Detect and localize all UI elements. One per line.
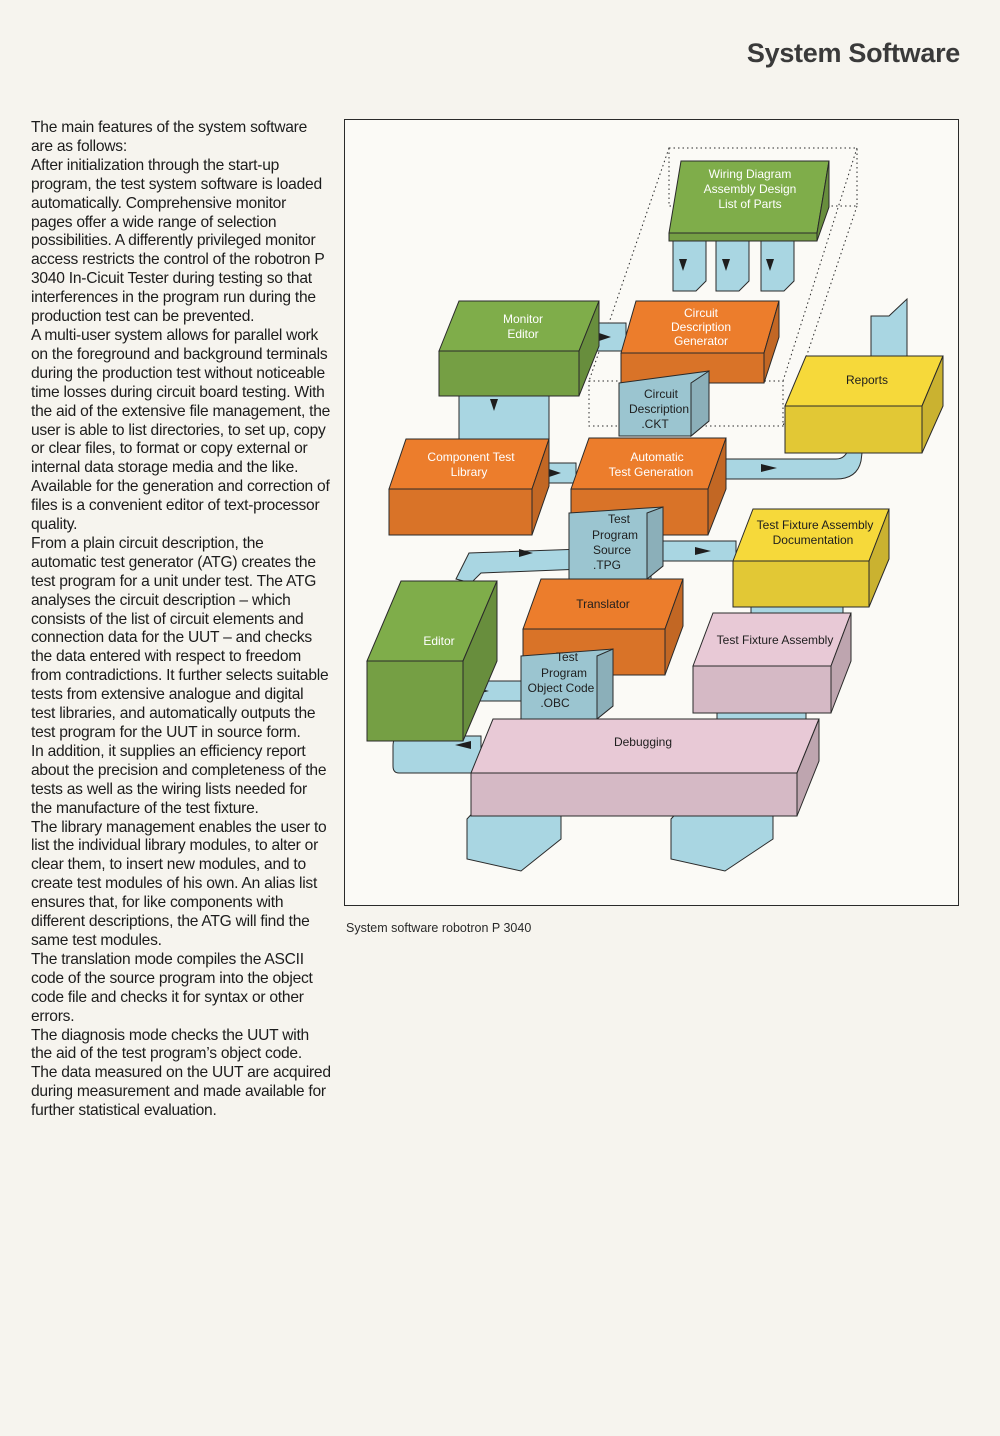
- box-label: Program: [540, 666, 588, 680]
- box-label: .TPG: [592, 558, 622, 572]
- box-label: Test Fixture Assembly: [716, 633, 834, 647]
- box-label: Description: [628, 402, 690, 416]
- box-label: Component Test: [427, 450, 515, 464]
- system-software-diagram: [344, 119, 959, 906]
- body-text: [31, 119, 331, 1121]
- box-label: Reports: [845, 373, 889, 387]
- box-label: Test Generation: [608, 465, 694, 479]
- box-label: Generator: [673, 334, 729, 348]
- box-component-test-library: [389, 439, 549, 535]
- box-label: Wiring Diagram: [708, 167, 792, 181]
- box-test-fixture-assembly: [693, 613, 851, 713]
- paragraph: The library management enables the user to list the individual library modules, to alter or clear them, to insert new modules, and to create test modules of his own. An alias list ensures that, for like components with different descriptions, the ATG will find the same test modules.: [31, 818, 327, 949]
- paragraph: A multi-user system allows for parallel work on the foreground and background terminals during the production test without noticeable time losses during circuit board testing. With the aid of the extensive file management, the user is able to list directories, to set up, copy or clear files, to format or copy external or internal data storage media and the like.: [31, 326, 331, 477]
- box-label: Assembly Design: [703, 182, 797, 196]
- box-reports: [785, 356, 943, 453]
- box-test-fixture-assembly-documentation: [733, 509, 889, 607]
- box-label: .OBC: [540, 696, 570, 710]
- box-label: Documentation: [772, 533, 854, 547]
- paragraph: After initialization through the start-up program, the test system software is loaded automatically. Comprehensive monitor pages offer a wide range of selection possibilities. A differently privileged monitor access restricts the control of the robotron P 3040 In-Cicuit Tester during testing so that interferences in the program run during the production test can be prevented.: [31, 156, 325, 326]
- box-label: Test: [555, 650, 579, 664]
- box-label: Library: [450, 465, 488, 479]
- box-label: Monitor: [502, 312, 544, 326]
- box-label: Object Code: [527, 681, 595, 695]
- paragraph: In addition, it supplies an efficiency report about the precision and completeness of the tests as well as the wiring lists needed for the manufacture of the test fixture.: [31, 742, 327, 817]
- box-test-program-source: [569, 507, 663, 579]
- paragraph: The data measured on the UUT are acquired during measurement and made available for further statistical evaluation.: [31, 1064, 331, 1120]
- box-circuit-description-ckt: [619, 371, 709, 436]
- box-debugging: [471, 719, 819, 816]
- box-label: Automatic: [630, 450, 684, 464]
- box-label: Test: [607, 512, 631, 526]
- paragraph: Available for the generation and correction of files is a convenient editor of text-processor quality.: [31, 478, 330, 534]
- box-editor: [367, 581, 497, 741]
- box-label: .CKT: [641, 417, 669, 431]
- box-label: Editor: [507, 327, 539, 341]
- paragraph: The main features of the system software are as follows:: [31, 119, 308, 155]
- box-circuit-description-generator: [621, 301, 779, 383]
- box-label: Circuit: [643, 387, 679, 401]
- box-label: List of Parts: [718, 197, 782, 211]
- box-label: Editor: [423, 634, 455, 648]
- box-label: Source: [592, 543, 632, 557]
- paragraph: From a plain circuit description, the automatic test generator (ATG) creates the test program for a unit under test. The ATG analyses the circuit description – which consists of the list of circuit elements and connection data for the UUT – and checks the data entered with respect to freedom from contradictions. It further selects suitable tests from extensive analogue and digital test libraries, and automatically outputs the test program for the UUT in source form.: [31, 534, 329, 741]
- box-label: Debugging: [613, 735, 673, 749]
- box-wiring-diagram: [669, 161, 829, 241]
- figure-caption: System software robotron P 3040: [346, 921, 532, 935]
- paragraph: The diagnosis mode checks the UUT with the aid of the test program’s object code.: [31, 1026, 309, 1063]
- box-label: Description: [670, 320, 732, 334]
- paragraph: The translation mode compiles the ASCII code of the source program into the object code file and checks it for syntax or other errors.: [31, 950, 313, 1025]
- box-label: Test Fixture Assembly: [756, 518, 874, 532]
- box-label: Program: [591, 528, 639, 542]
- box-test-program-object-code: [521, 649, 613, 719]
- box-monitor-editor: [439, 301, 599, 396]
- boxes: [367, 161, 943, 816]
- box-label: Translator: [576, 597, 630, 611]
- box-label: Circuit: [683, 306, 719, 320]
- page-title: System Software: [746, 38, 960, 68]
